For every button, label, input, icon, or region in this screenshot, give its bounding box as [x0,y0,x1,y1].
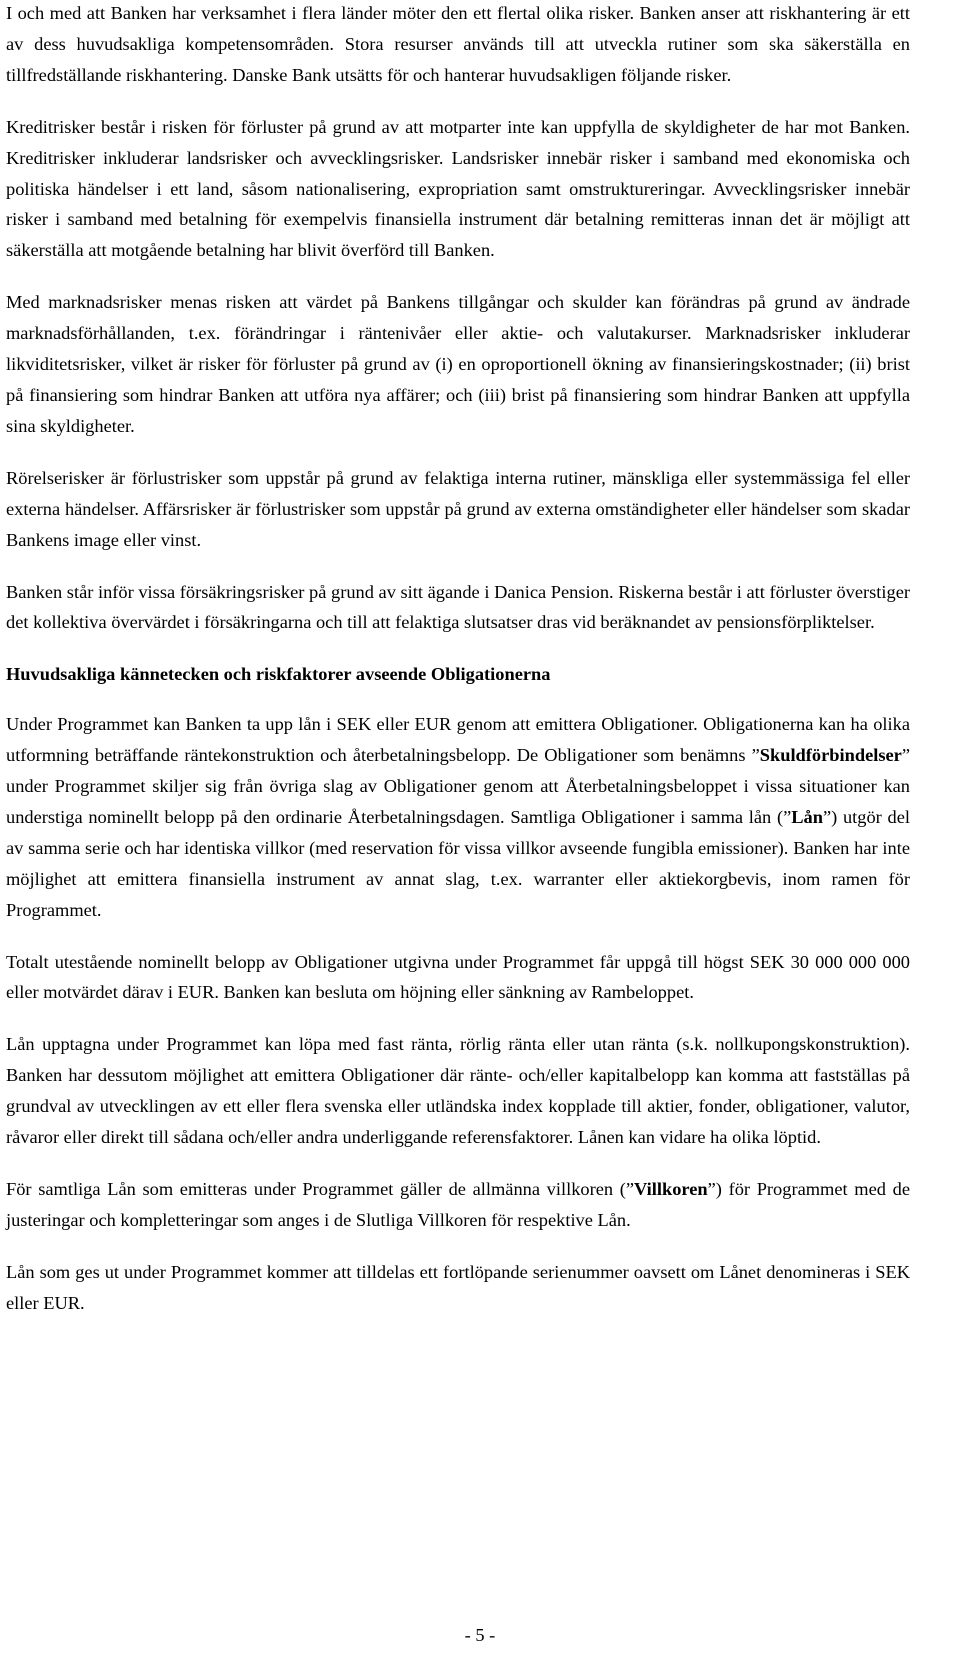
body-paragraph [6,1029,910,1153]
text-segment: Totalt utestående nominellt belopp av Obligationer utgivna under Programmet får uppgå till högst SEK 30 000 000 000 eller motvärdet därav i EUR. Banken kan besluta om höjning eller sänkning av Rambeloppet. [6,951,910,1003]
body-paragraph [6,0,910,91]
defined-term: Villkoren [634,1179,708,1199]
document-page [6,0,910,1340]
text-segment: ” under Programmet skiljer sig från övriga slag av Obligationer genom att Återbetalningsbeloppet i vissa situationer kan understiga nominellt belopp på den ordinarie Återbetalningsdagen. Samtliga Obligationer i samma lån (” [6,745,910,827]
text-segment: I och med att Banken har verksamhet i flera länder möter den ett flertal olika risker. Banken anser att riskhantering är ett av dess huvudsakliga kompetensområden. Stora resurser används till att utveckla rutiner som ska säkerställa en tillfredställande riskhantering. Danske Bank utsätts för och hanterar huvudsakligen följande risker. [6,3,910,85]
body-paragraph [6,709,910,925]
text-segment: Rörelserisker är förlustrisker som uppstår på grund av felaktiga interna rutiner, mänskliga eller systemmässiga fel eller externa händelser. Affärsrisker är förlustrisker som uppstår på grund av externa omständigheter eller händelser som skadar Bankens image eller vinst. [6,467,910,550]
text-segment: Lån upptagna under Programmet kan löpa med fast ränta, rörlig ränta eller utan ränta (s.k. nollkupongskonstruktion). Banken har dessutom möjlighet att emittera Obligationer där ränte- och/eller kapitalbelopp kan komma att fastställas på grundval av utvecklingen av ett eller flera svenska eller utländska index kopplade till aktier, fonder, obligationer, valutor, råvaror eller direkt till sådana och/eller andra underliggande referensfaktorer. Lånen kan vidare ha olika löptid. [6,1034,910,1148]
body-paragraph [6,287,910,442]
text-segment: ”) utgör del av samma serie och har identiska villkor (med reservation för vissa villkor avseende fungibla emissioner). Banken har inte möjlighet att emittera finansiella instrument av annat slag, t.ex. warranter eller aktiekorgbevis, inom ramen för Programmet. [6,806,910,920]
body-paragraph [6,947,910,1009]
text-segment: ”) för Programmet med de justeringar och kompletteringar som anges i de Slutliga Villkoren för respektive Lån. [6,1179,910,1230]
paragraphs-section [6,0,910,638]
defined-term: Lån [791,806,823,827]
paragraphs-after-heading-section [6,709,910,1318]
body-paragraph [6,577,910,639]
defined-term: Skuldförbindelser [759,745,902,766]
text-segment: Banken står inför vissa försäkringsrisker på grund av sitt ägande i Danica Pension. Riskerna består i att förluster överstiger det kollektiva övervärdet i försäkringarna och till att felaktiga slutsatser dras vid beräknandet av pensionsförpliktelser. [6,581,910,633]
body-paragraph [6,112,910,267]
body-paragraph [6,1174,910,1236]
body-paragraph [6,463,910,556]
text-segment: Lån som ges ut under Programmet kommer att tilldelas ett fortlöpande serienummer oavsett om Lånet denomineras i SEK eller EUR. [6,1261,910,1313]
page-number: - 5 - [464,1625,496,1645]
body-paragraph [6,1257,910,1319]
text-segment: Kreditrisker består i risken för förluster på grund av att motparter inte kan uppfylla de skyldigheter de har mot Banken. Kreditrisker inkluderar landsrisker och avvecklingsrisker. Landsrisker innebär risker i samband med ekonomiska och politiska händelser i ett land, såsom nationalisering, expropriation samt omstruktureringar. Avvecklingsrisker innebär risker i samband med betalning för exempelvis finansiella instrument där betalning remitteras innan det är möjligt att säkerställa att motgående betalning har blivit överförd till Banken. [6,116,910,261]
text-segment: För samtliga Lån som emitteras under Programmet gäller de allmänna villkoren (” [6,1179,635,1199]
section-heading: Huvudsakliga kännetecken och riskfaktorer avseende Obligationerna [6,664,551,685]
text-segment: Med marknadsrisker menas risken att värdet på Bankens tillgångar och skulder kan förändras på grund av ändrade marknadsförhållanden, t.ex. förändringar i räntenivåer eller aktie- och valutakurser. Marknadsrisker inkluderar likviditetsrisker, vilket är risker för förluster på grund av (i) en oproportionell ökning av finansieringskostnader; (ii) brist på finansiering som hindrar Banken att utföra nya affärer; och (iii) brist på finansiering som hindrar Banken att uppfylla sina skyldigheter. [6,292,910,436]
text-segment: Under Programmet kan Banken ta upp lån i SEK eller EUR genom att emittera Obligationer. Obligationerna kan ha olika utformning beträffande räntekonstruktion och återbetalningsbelopp. De Obligationer som benämns ” [6,714,910,766]
